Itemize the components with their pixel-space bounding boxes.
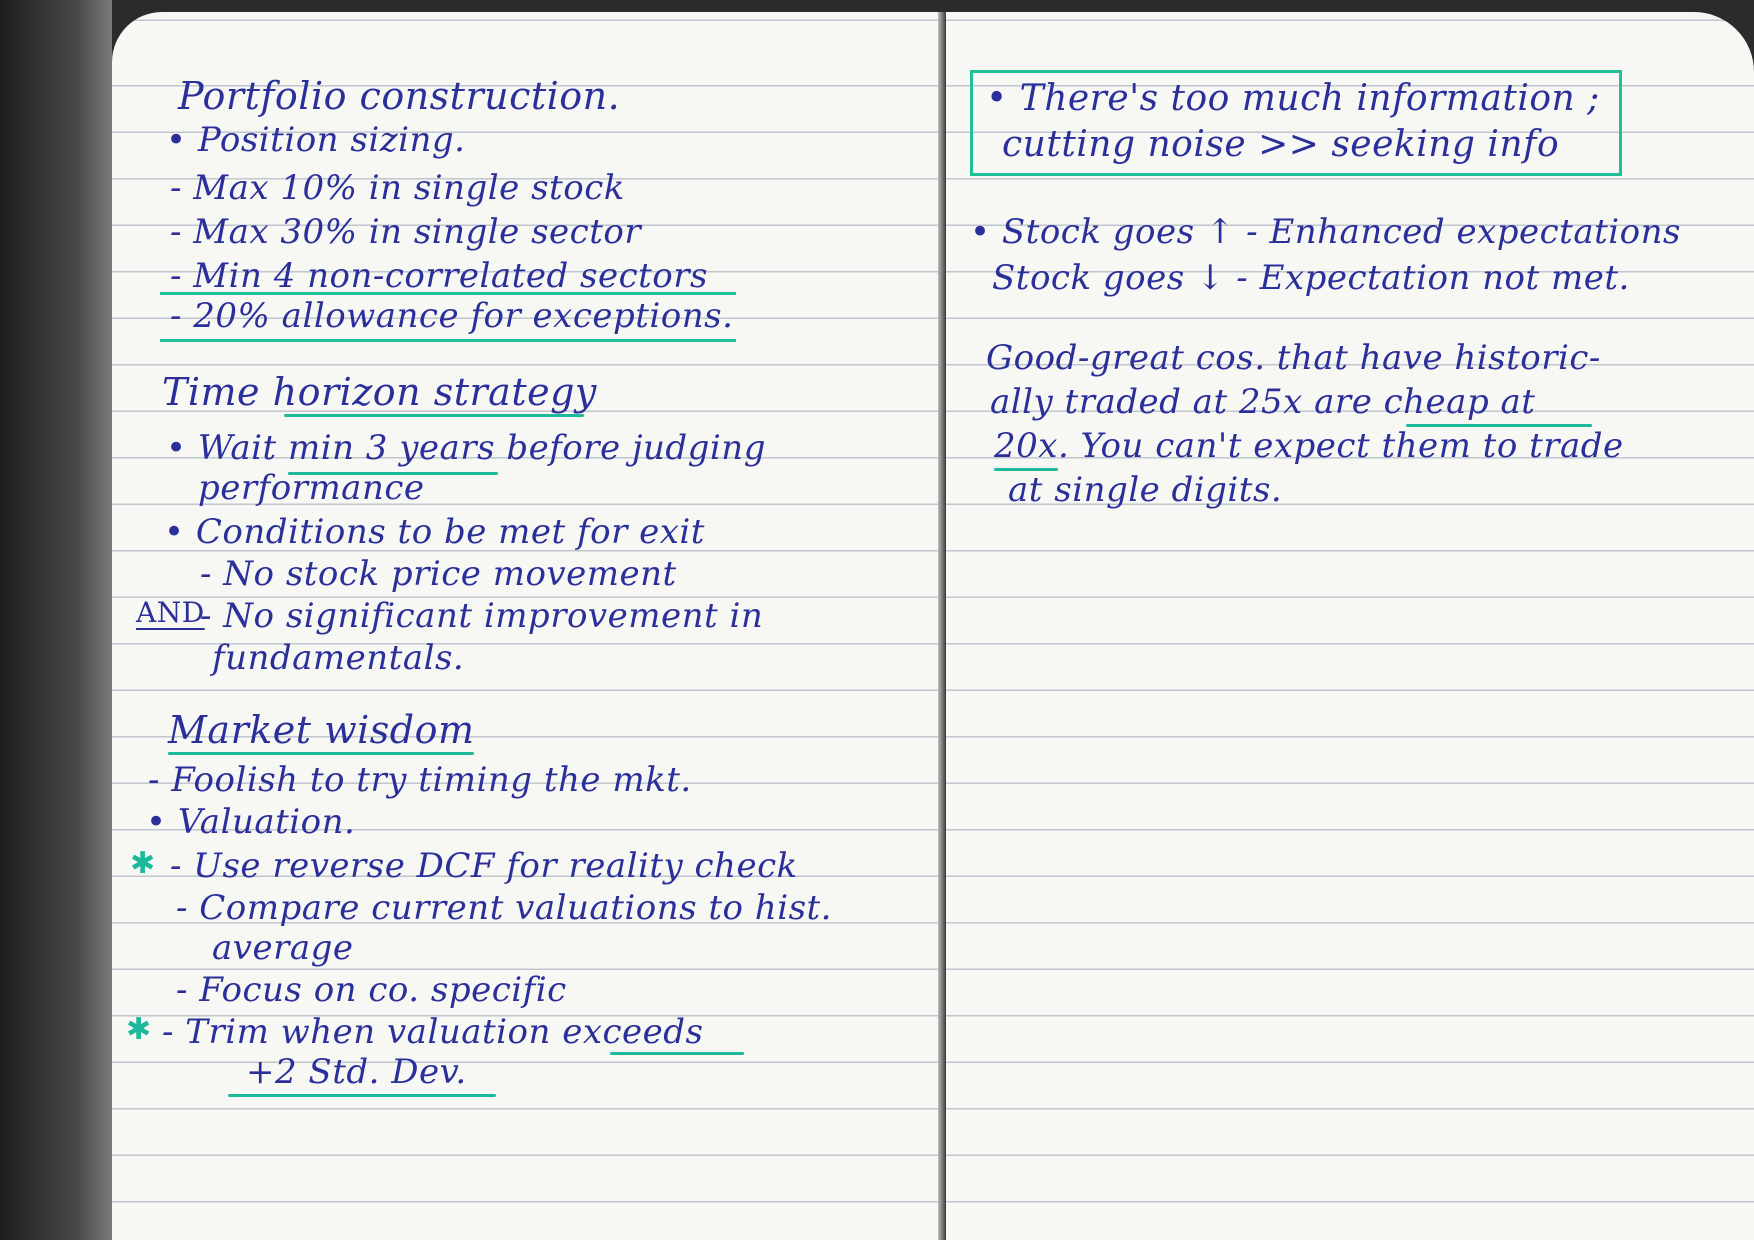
trim-line-1: - Trim when valuation exceeds — [162, 1012, 704, 1052]
foolish-timing: - Foolish to try timing the mkt. — [148, 760, 692, 800]
reverse-dcf: - Use reverse DCF for reality check — [170, 846, 798, 886]
portfolio-heading: Portfolio construction. — [178, 74, 621, 118]
good-great-line-1: Good-great cos. that have historic- — [986, 338, 1601, 378]
wait-line-1: • Wait min 3 years before judging — [166, 428, 766, 468]
boxed-note-line-1: • There's too much information ; — [986, 78, 1600, 119]
focus-co-specific: - Focus on co. specific — [176, 970, 567, 1010]
boxed-note-line-2: cutting noise >> seeking info — [1002, 124, 1560, 165]
conditions-exit: • Conditions to be met for exit — [164, 512, 705, 552]
std-dev-underline — [228, 1094, 496, 1097]
valuation-bullet: • Valuation. — [146, 802, 356, 842]
market-wisdom-heading: Market wisdom — [168, 708, 475, 752]
stock-goes-up: • Stock goes ↑ - Enhanced expectations — [970, 212, 1681, 252]
no-price-movement: - No stock price movement — [200, 554, 677, 594]
left-page — [112, 12, 944, 1240]
position-sizing-bullet: • Position sizing. — [166, 120, 466, 160]
good-great-line-3: 20x. You can't expect them to trade — [994, 426, 1624, 466]
star-icon: ✱ — [130, 846, 156, 881]
good-great-line-4: at single digits. — [1008, 470, 1283, 510]
no-improvement-line-2: fundamentals. — [212, 638, 465, 678]
stock-goes-down: Stock goes ↓ - Expectation not met. — [992, 258, 1630, 298]
no-improvement-line-1: - No significant improvement in — [200, 596, 764, 636]
scan-background — [0, 0, 112, 1240]
time-horizon-underline — [284, 414, 584, 417]
exceptions-allowance: - 20% allowance for exceptions. — [170, 296, 734, 336]
market-wisdom-underline — [168, 752, 474, 755]
max-single-sector: - Max 30% in single sector — [170, 212, 642, 252]
compare-line-2: average — [212, 928, 354, 968]
star-icon: ✱ — [126, 1012, 152, 1047]
max-single-stock: - Max 10% in single stock — [170, 168, 625, 208]
min-sectors: - Min 4 non-correlated sectors — [170, 256, 708, 296]
good-great-line-2: ally traded at 25x are cheap at — [990, 382, 1536, 422]
wait-line-2: performance — [198, 468, 425, 508]
and-label: AND — [136, 596, 205, 629]
right-page — [946, 12, 1754, 1240]
trim-line-2: +2 Std. Dev. — [246, 1052, 467, 1092]
compare-line-1: - Compare current valuations to hist. — [176, 888, 832, 928]
exceeds-underline — [610, 1052, 744, 1055]
time-horizon-heading: Time horizon strategy — [162, 370, 597, 414]
